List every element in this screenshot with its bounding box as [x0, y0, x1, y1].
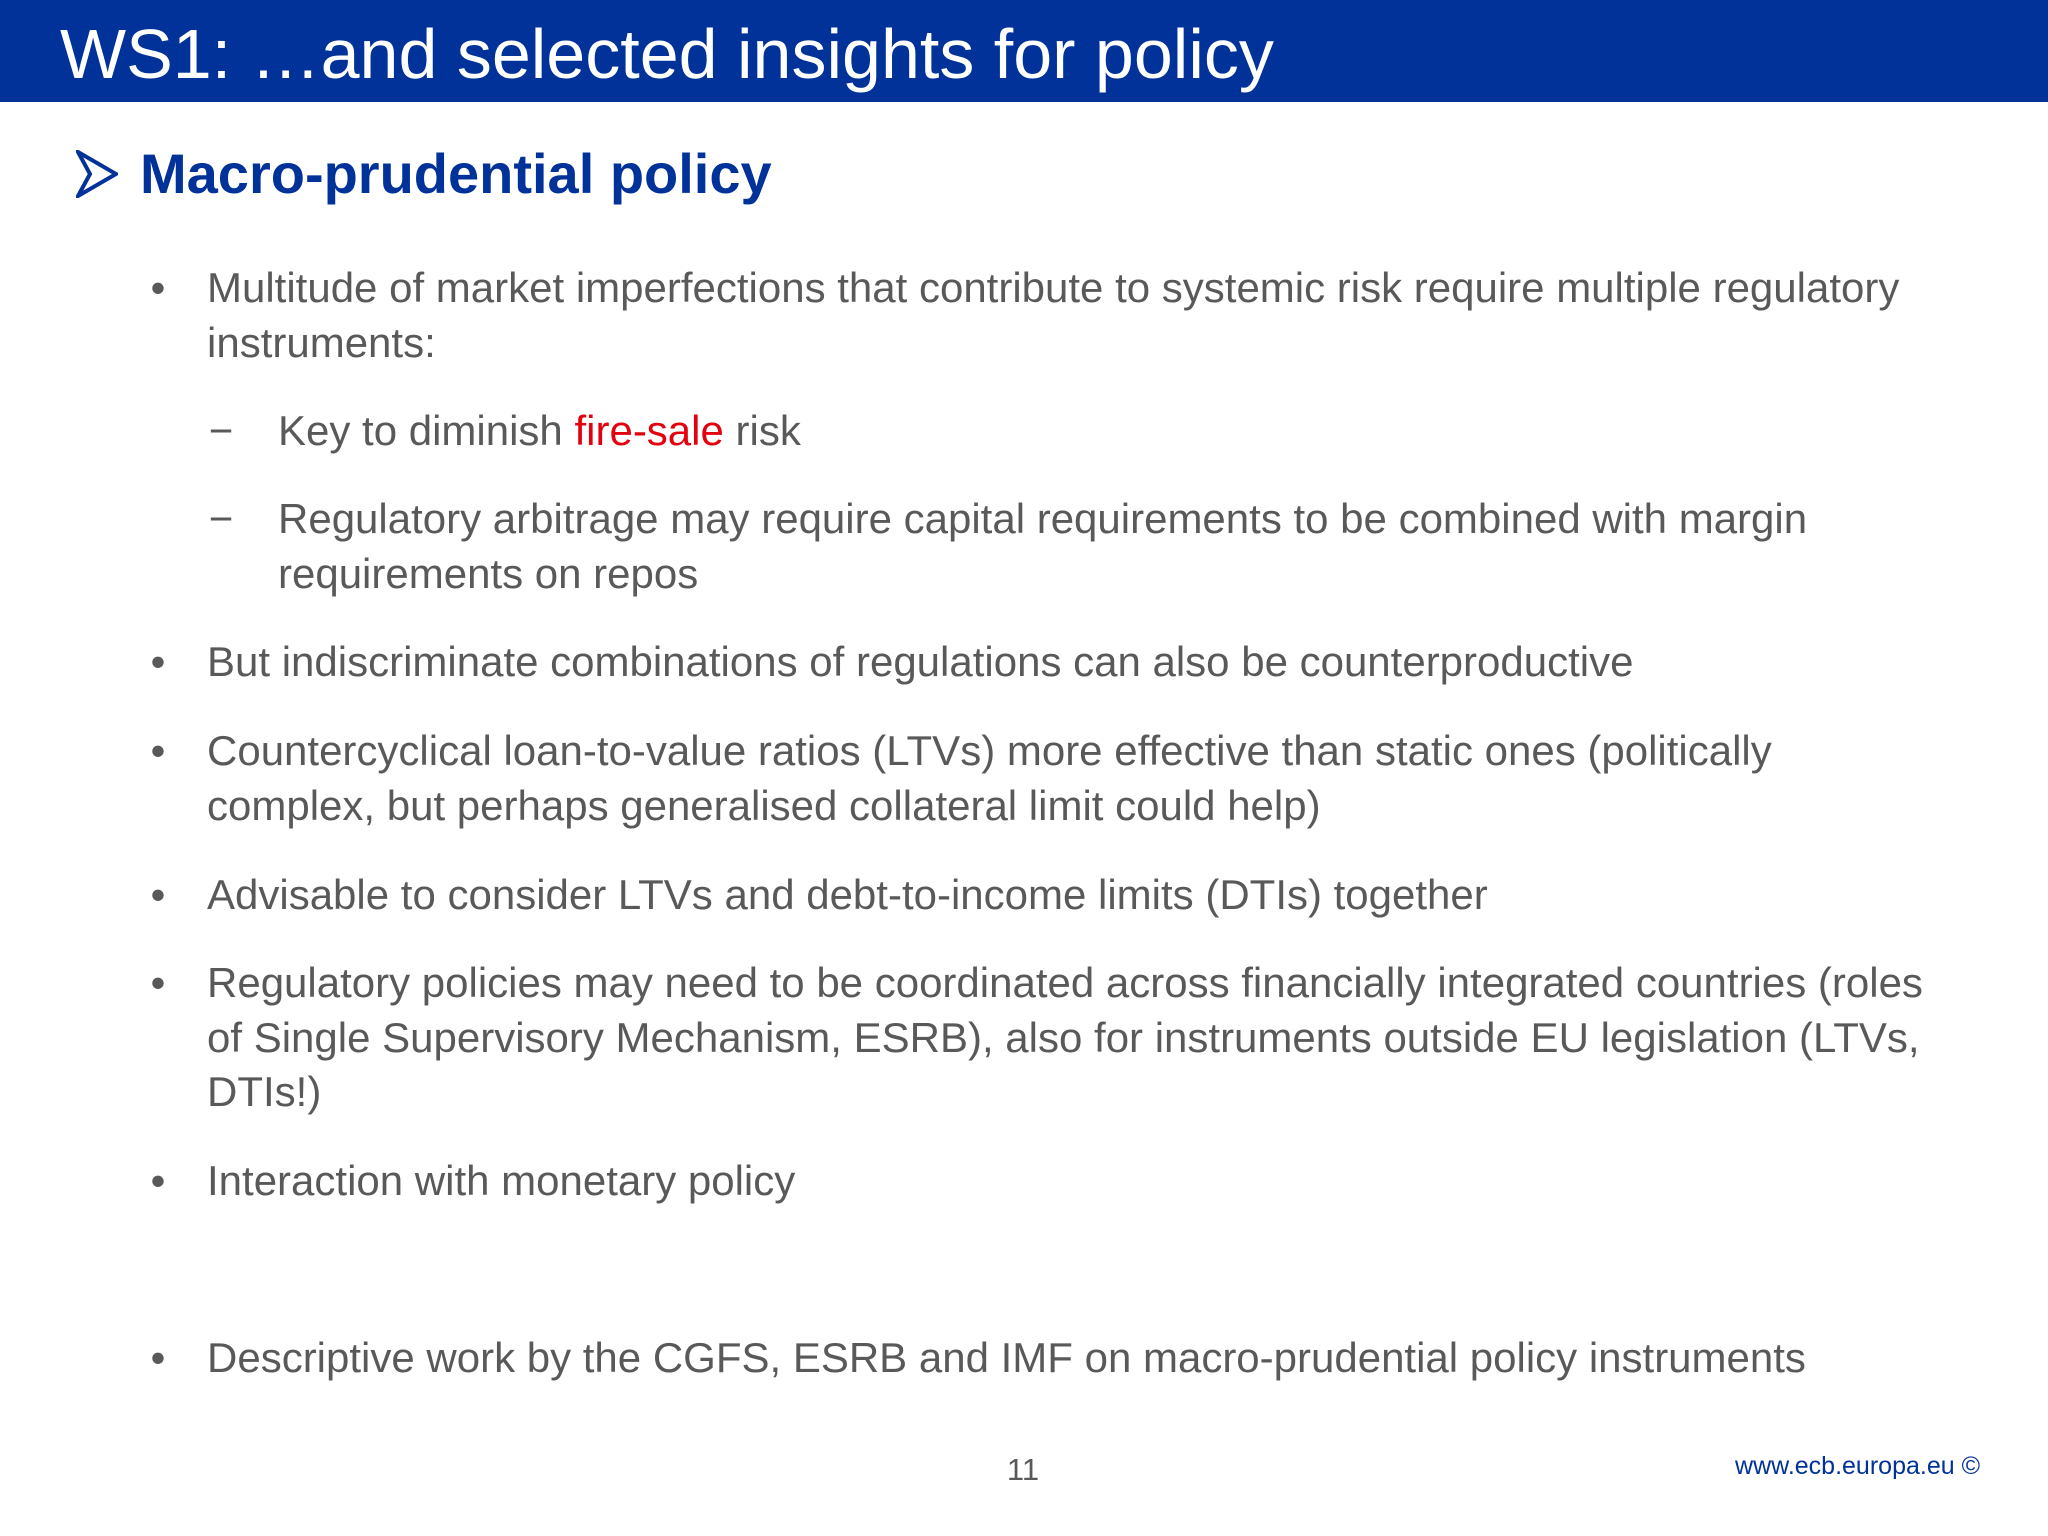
bullet-item [150, 956, 1947, 1120]
sub-bullet-item [208, 492, 1898, 601]
bullet-item [150, 261, 1947, 370]
bullet-marker: • [150, 871, 166, 918]
bullet-text: Advisable to consider LTVs and debt-to-income limits (DTIs) together [207, 871, 1488, 918]
sub-bullet-text-suffix: risk [723, 407, 801, 454]
dash-marker: − [208, 495, 234, 542]
bullet-item [150, 1331, 1947, 1386]
section-title: Macro-prudential policy [140, 142, 772, 205]
bullet-text: Interaction with monetary policy [207, 1157, 796, 1204]
arrow-bullet-icon [76, 150, 118, 198]
bullet-marker: • [150, 638, 166, 685]
bullet-text: Multitude of market imperfections that contribute to systemic risk require multiple regulatory instruments: [207, 264, 1900, 366]
bullet-marker: • [150, 959, 166, 1006]
section-heading [76, 142, 772, 206]
bullet-text: But indiscriminate combinations of regulations can also be counterproductive [207, 638, 1634, 685]
bullet-marker: • [150, 727, 166, 774]
dash-marker: − [208, 407, 234, 454]
sub-bullet-item [208, 404, 1898, 459]
bullet-text: Countercyclical loan-to-value ratios (LTVs) more effective than static ones (politically complex, but perhaps generalised collateral limit could help) [207, 727, 1772, 829]
bullet-item [150, 1154, 1947, 1209]
bullet-text: Descriptive work by the CGFS, ESRB and IMF on macro-prudential policy instruments [207, 1334, 1806, 1381]
bullet-marker: • [150, 264, 166, 311]
bullet-marker: • [150, 1334, 166, 1381]
bullet-marker: • [150, 1157, 166, 1204]
bullet-item [150, 635, 1947, 690]
sub-bullet-text: Regulatory arbitrage may require capital requirements to be combined with margin requirements on repos [278, 495, 1808, 597]
footer-url: www.ecb.europa.eu © [1735, 1452, 1980, 1480]
bullet-text: Regulatory policies may need to be coordinated across financially integrated countries (roles of Single Supervisory Mechanism, ESRB), also for instruments outside EU legislation (LTVs, DTIs!) [207, 959, 1923, 1115]
slide-title: WS1: …and selected insights for policy [60, 15, 1274, 93]
bullet-item [150, 724, 1947, 833]
highlighted-term: fire-sale [574, 407, 724, 454]
sub-bullet-text-prefix: Key to diminish [278, 407, 575, 454]
page-number: 11 [1006, 1452, 1040, 1487]
header-bar [0, 0, 2048, 102]
bullet-item [150, 868, 1947, 923]
